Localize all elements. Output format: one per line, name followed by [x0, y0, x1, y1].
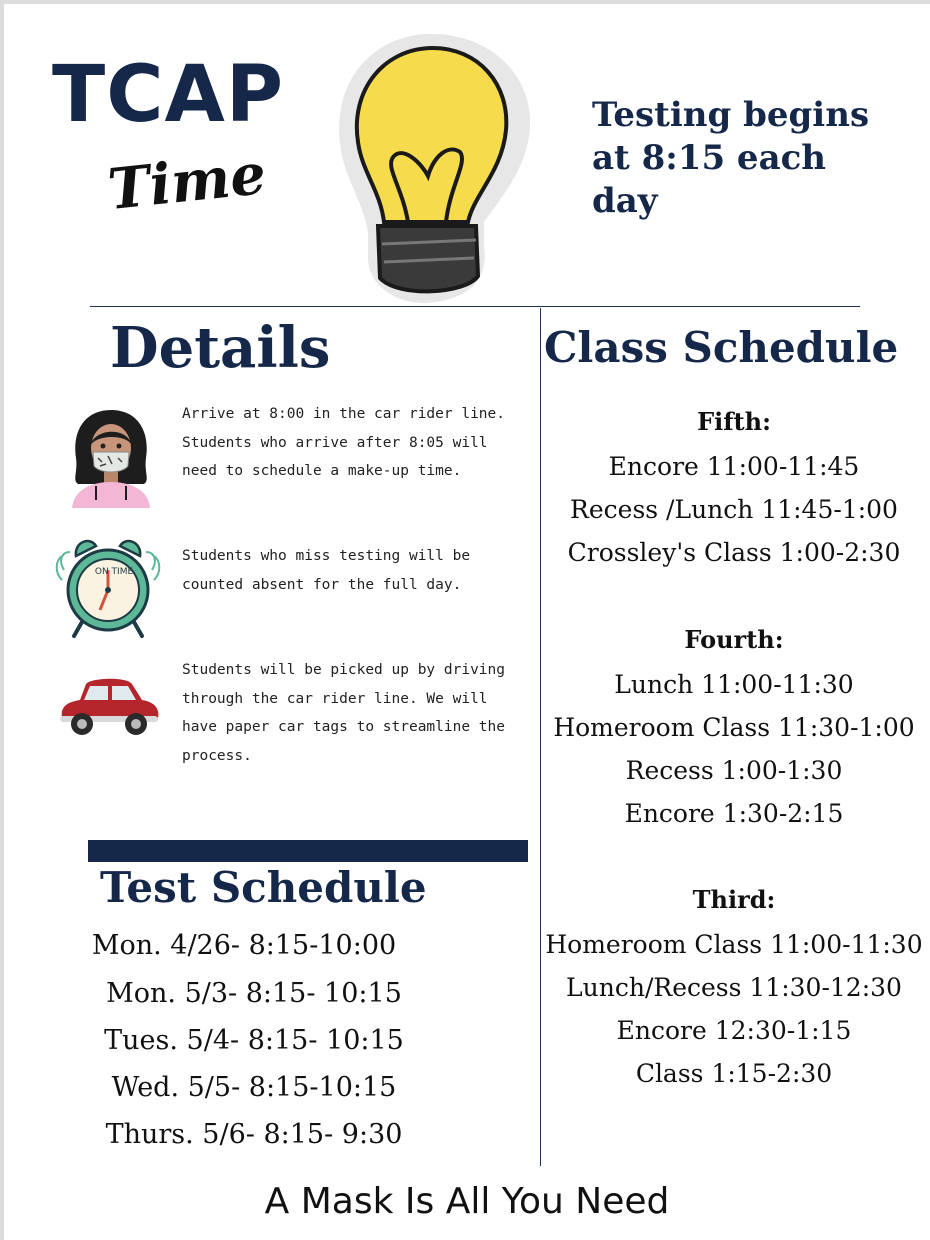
schedule-item: Crossley's Class 1:00-2:30 — [567, 538, 901, 567]
detail-text-arrival: Arrive at 8:00 in the car rider line. Students who arrive after 8:05 will need to schedule a make-up time. — [182, 406, 506, 479]
schedule-item: Homeroom Class 11:30-1:00 — [553, 713, 915, 742]
grade-heading-fifth: Fifth: — [697, 407, 771, 436]
test-schedule-item: Thurs. 5/6- 8:15- 9:30 — [105, 1119, 403, 1150]
test-schedule-item: Mon. 5/3- 8:15- 10:15 — [106, 978, 402, 1009]
alarm-clock-icon — [54, 530, 162, 642]
detail-text-absence: Students who miss testing will be counted absent for the full day. — [182, 548, 471, 593]
schedule-item: Lunch/Recess 11:30-12:30 — [566, 973, 902, 1002]
car-icon — [56, 672, 162, 738]
schedule-item: Encore 12:30-1:15 — [616, 1016, 852, 1045]
section-bar — [88, 840, 528, 862]
schedule-item: Class 1:15-2:30 — [635, 1059, 833, 1088]
test-schedule-heading: Test Schedule — [100, 863, 427, 912]
flyer-page — [4, 4, 930, 1240]
schedule-item: Encore 11:00-11:45 — [608, 452, 860, 481]
clock-face-label — [74, 558, 154, 582]
schedule-item: Lunch 11:00-11:30 — [614, 670, 854, 699]
lightbulb-icon — [318, 26, 548, 311]
test-schedule-item: Mon. 4/26- 8:15-10:00 — [91, 930, 397, 961]
test-schedule-item: Tues. 5/4- 8:15- 10:15 — [104, 1025, 404, 1056]
masked-student-icon — [66, 408, 156, 508]
svg-text:ON TIME: ON TIME — [94, 567, 134, 577]
class-schedule-heading: Class Schedule — [544, 323, 899, 372]
logo-title: TCAP — [52, 50, 284, 140]
test-schedule-item: Wed. 5/5- 8:15-10:15 — [111, 1072, 397, 1103]
footer-slogan: A Mask Is All You Need — [264, 1181, 670, 1222]
testing-start-tagline: Testing begins at 8:15 each day — [592, 95, 870, 221]
grade-heading-third: Third: — [692, 885, 776, 914]
schedule-item: Recess 1:00-1:30 — [625, 756, 843, 785]
detail-text-pickup: Students will be picked up by driving through the car rider line. We will have paper car tags to streamline the process. — [182, 662, 506, 764]
schedule-item: Encore 1:30-2:15 — [624, 799, 844, 828]
logo-subtitle: Time — [104, 140, 269, 224]
schedule-item: Recess /Lunch 11:45-1:00 — [570, 495, 898, 524]
details-heading: Details — [110, 315, 331, 381]
schedule-item: Homeroom Class 11:00-11:30 — [545, 930, 923, 959]
grade-heading-fourth: Fourth: — [684, 625, 784, 654]
top-divider — [90, 306, 860, 307]
